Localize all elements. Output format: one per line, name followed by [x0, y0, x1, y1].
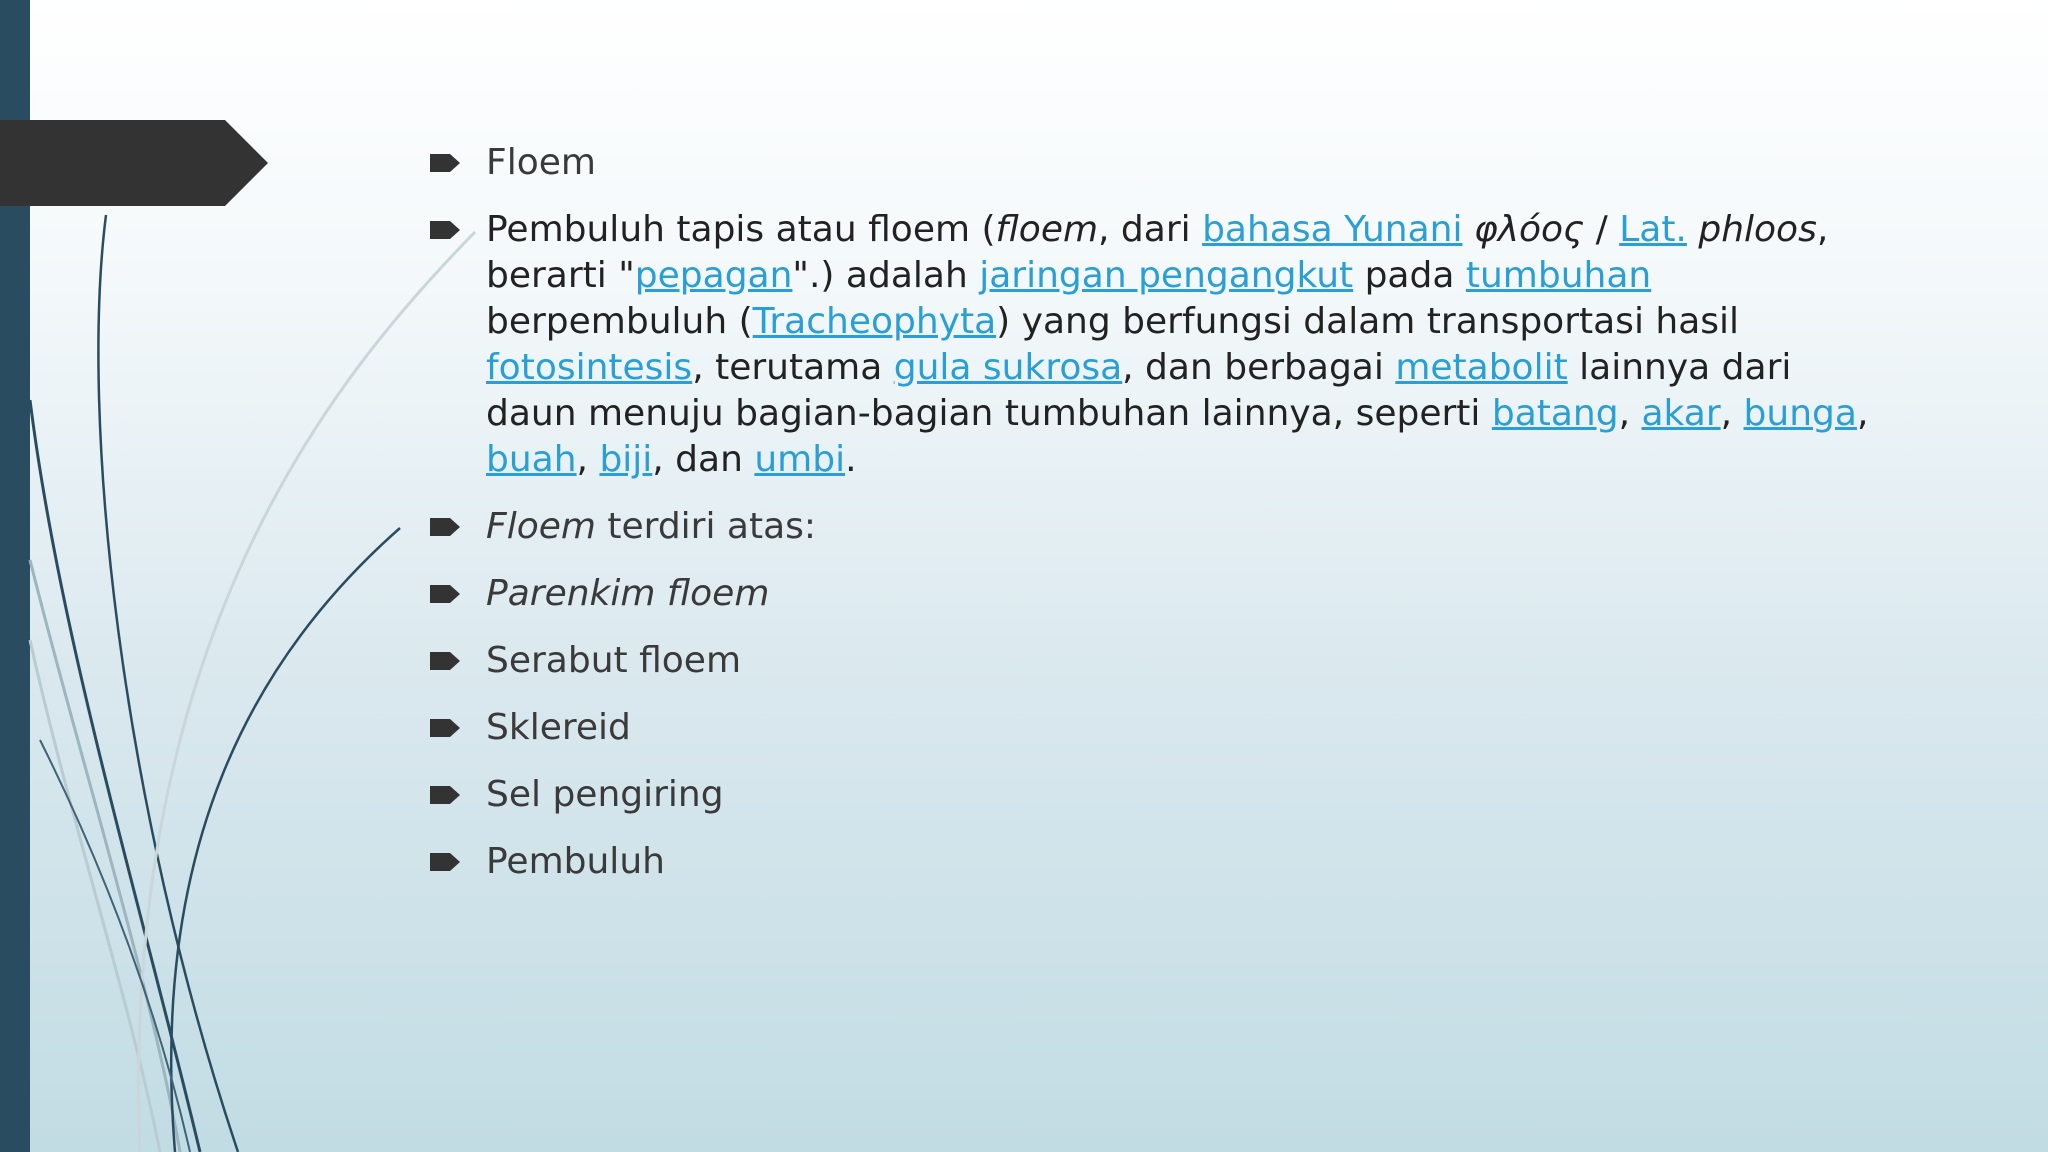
- link-tracheophyta[interactable]: Tracheophyta: [752, 301, 997, 342]
- list-item-text: Pembuluh: [486, 841, 665, 882]
- list-item-text: Sel pengiring: [486, 774, 724, 815]
- text-run: , terutama: [692, 347, 894, 388]
- arrow-bullet-icon: [430, 518, 460, 536]
- list-item-paragraph: [430, 207, 1890, 483]
- arrow-bullet-icon: [430, 652, 460, 670]
- text-run: ) yang berfungsi dalam transportasi hasil: [996, 301, 1740, 342]
- list-item: [430, 638, 1890, 684]
- list-item: [430, 705, 1890, 751]
- arrow-tab: [0, 120, 268, 206]
- arrow-bullet-icon: [430, 786, 460, 804]
- link-bahasa-yunani[interactable]: bahasa Yunani: [1202, 209, 1463, 250]
- arrow-bullet-icon: [430, 154, 460, 172]
- slide-content: [430, 140, 1890, 906]
- text-run: /: [1584, 209, 1620, 250]
- text-run: [1687, 209, 1698, 250]
- link-gula-sukrosa[interactable]: gula sukrosa: [893, 347, 1123, 388]
- text-run: ,: [1720, 393, 1744, 434]
- link-metabolit[interactable]: metabolit: [1395, 347, 1568, 388]
- text-run: ".) adalah: [792, 255, 980, 296]
- arrow-bullet-icon: [430, 585, 460, 603]
- list-item: [430, 839, 1890, 885]
- text-run: , berarti ": [486, 209, 1829, 296]
- text-run: Pembuluh tapis atau floem (: [486, 209, 996, 250]
- link-akar[interactable]: akar: [1641, 393, 1721, 434]
- arrow-bullet-icon: [430, 853, 460, 871]
- link-tumbuhan[interactable]: tumbuhan: [1465, 255, 1652, 296]
- link-pepagan[interactable]: pepagan: [634, 255, 793, 296]
- list-item-text: Sklereid: [486, 707, 631, 748]
- link-fotosintesis[interactable]: fotosintesis: [486, 347, 693, 388]
- text-run: ,: [1618, 393, 1642, 434]
- list-item-text: terdiri atas:: [595, 506, 817, 547]
- text-run-italic: floem: [995, 209, 1099, 250]
- link-umbi[interactable]: umbi: [754, 439, 846, 480]
- greek-word: φλόος: [1473, 209, 1585, 250]
- arrow-bullet-icon: [430, 221, 460, 239]
- link-biji[interactable]: biji: [599, 439, 653, 480]
- list-item-italic: Floem: [486, 506, 596, 547]
- list-item: [430, 140, 1890, 186]
- text-run-italic: phloos: [1698, 209, 1817, 250]
- text-run: [1463, 209, 1474, 250]
- text-run: berpembuluh (: [486, 301, 753, 342]
- text-run: , dan: [652, 439, 755, 480]
- list-item-text: Floem: [486, 142, 596, 183]
- list-item: [430, 571, 1890, 617]
- link-batang[interactable]: batang: [1491, 393, 1619, 434]
- text-run: pada: [1353, 255, 1466, 296]
- link-buah[interactable]: buah: [486, 439, 577, 480]
- text-run: lainnya dari daun menuju bagian-bagian tumbuhan lainnya, seperti: [486, 347, 1792, 434]
- list-item: [430, 772, 1890, 818]
- text-run: .: [845, 439, 857, 480]
- arrow-bullet-icon: [430, 719, 460, 737]
- text-run: ,: [576, 439, 600, 480]
- text-run: ,: [1856, 393, 1869, 434]
- link-bunga[interactable]: bunga: [1743, 393, 1857, 434]
- list-item-text: Parenkim floem: [486, 573, 770, 614]
- link-jaringan-pengangkut[interactable]: jaringan pengangkut: [979, 255, 1354, 296]
- list-item-text: Serabut floem: [486, 640, 742, 681]
- link-lat[interactable]: Lat.: [1619, 209, 1687, 250]
- text-run: , dari: [1098, 209, 1203, 250]
- text-run: , dan berbagai: [1122, 347, 1396, 388]
- list-item: [430, 504, 1890, 550]
